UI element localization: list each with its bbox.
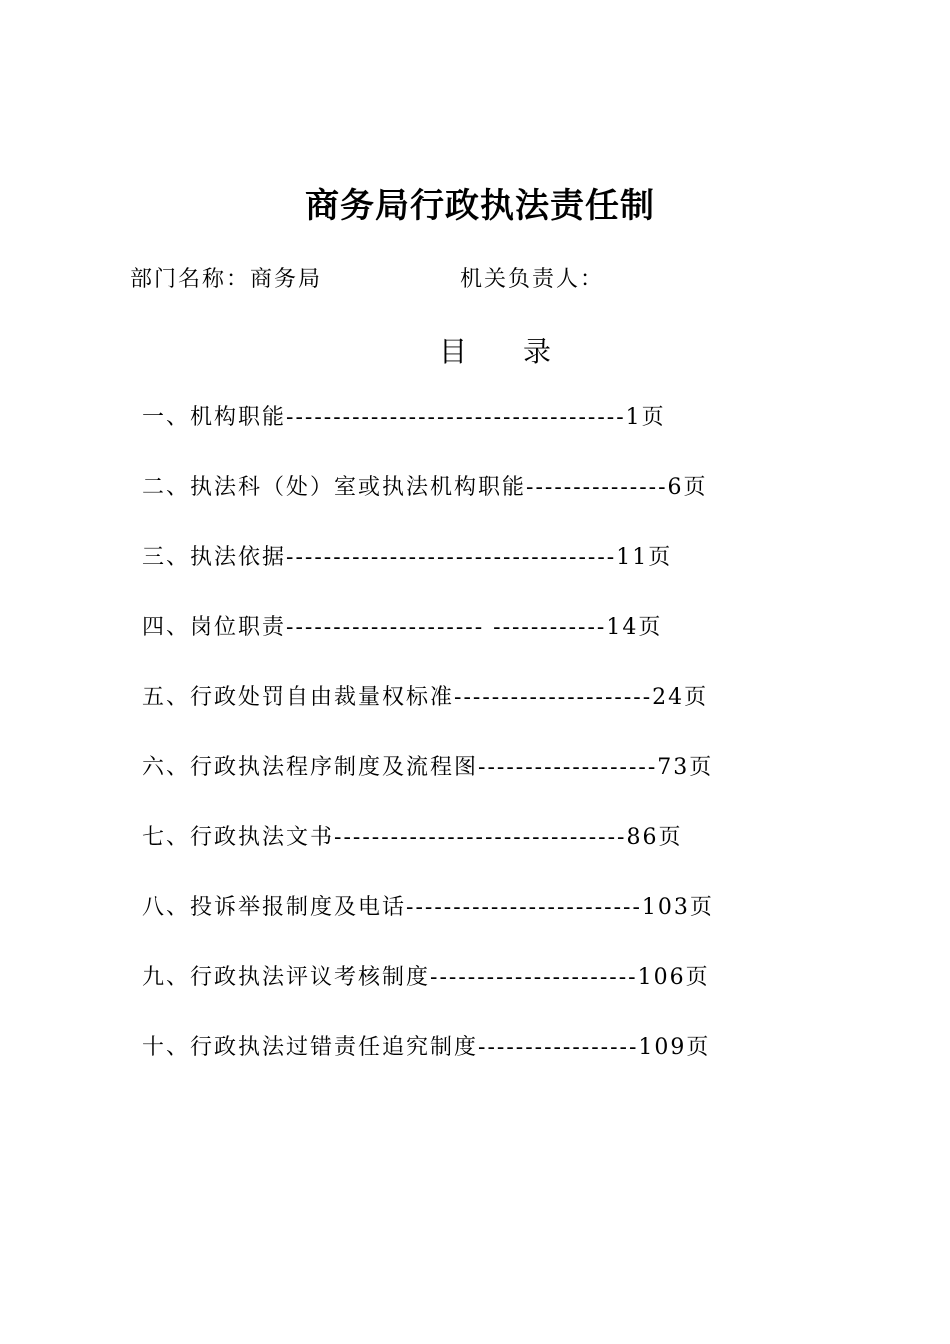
toc-unit: 页 [689, 755, 714, 780]
toc-page: 103 [641, 895, 690, 920]
toc-leader: ----------------------------------- [286, 545, 617, 570]
toc-unit: 页 [689, 895, 714, 920]
toc-number: 九、 [142, 965, 191, 990]
toc-page: 106 [637, 965, 686, 990]
toc-heading [0, 330, 950, 370]
toc-leader: ------------------------- [406, 895, 642, 920]
toc-entry [142, 536, 802, 606]
toc-entry [142, 746, 802, 816]
toc-page: 6 [667, 475, 684, 500]
document-title: 商务局行政执法责任制 [305, 186, 655, 226]
toc-entry [142, 676, 802, 746]
toc-page: 109 [638, 1035, 687, 1060]
toc-number: 八、 [142, 895, 191, 920]
toc-page: 73 [657, 755, 690, 780]
toc-number: 五、 [142, 685, 191, 710]
toc-leader: ----------------- [478, 1035, 639, 1060]
toc-entry [142, 816, 802, 886]
toc-leader: --------------------- [454, 685, 653, 710]
toc-heading-left: 目 [438, 335, 467, 368]
toc-unit: 页 [684, 685, 709, 710]
toc-leader: --------------- [526, 475, 668, 500]
toc-unit: 页 [686, 1035, 711, 1060]
toc-page: 86 [626, 825, 659, 850]
toc-title: 机构职能 [190, 405, 287, 430]
toc-title: 行政执法文书 [190, 825, 335, 850]
table-of-contents [142, 396, 802, 1096]
toc-page: 24 [652, 685, 685, 710]
toc-title: 行政执法评议考核制度 [190, 965, 431, 990]
document-meta [130, 262, 605, 293]
toc-entry [142, 1026, 802, 1096]
toc-title: 执法科（处）室或执法机构职能 [190, 475, 527, 500]
toc-unit: 页 [641, 405, 666, 430]
toc-page: 14 [606, 615, 639, 640]
toc-number: 十、 [142, 1035, 191, 1060]
toc-unit: 页 [638, 615, 663, 640]
toc-page: 11 [616, 545, 649, 570]
toc-number: 一、 [142, 405, 191, 430]
toc-title: 投诉举报制度及电话 [190, 895, 407, 920]
toc-heading-right: 录 [523, 335, 552, 368]
toc-leader: ------------------------------------ [286, 405, 626, 430]
toc-unit: 页 [683, 475, 708, 500]
toc-entry [142, 886, 802, 956]
toc-number: 四、 [142, 615, 191, 640]
toc-title: 执法依据 [190, 545, 287, 570]
toc-leader: ------------------------------- [334, 825, 627, 850]
toc-entry [142, 396, 802, 466]
toc-entry [142, 956, 802, 1026]
toc-leader: ------------------- [478, 755, 658, 780]
toc-title: 行政执法程序制度及流程图 [190, 755, 479, 780]
toc-unit: 页 [685, 965, 710, 990]
toc-title: 行政处罚自由裁量权标准 [190, 685, 455, 710]
toc-number: 三、 [142, 545, 191, 570]
toc-number: 二、 [142, 475, 191, 500]
toc-entry [142, 466, 802, 536]
department-label: 部门名称： [130, 267, 251, 292]
toc-title: 岗位职责 [190, 615, 287, 640]
toc-unit: 页 [658, 825, 683, 850]
toc-unit: 页 [648, 545, 673, 570]
toc-leader: ---------------------- [430, 965, 638, 990]
toc-number: 六、 [142, 755, 191, 780]
toc-entry [142, 606, 802, 676]
leader-label: 机关负责人： [460, 267, 605, 292]
toc-title: 行政执法过错责任追究制度 [190, 1035, 479, 1060]
department-value: 商务局 [250, 267, 323, 292]
toc-number: 七、 [142, 825, 191, 850]
toc-page: 1 [625, 405, 642, 430]
toc-leader: --------------------- ------------ [286, 615, 607, 640]
